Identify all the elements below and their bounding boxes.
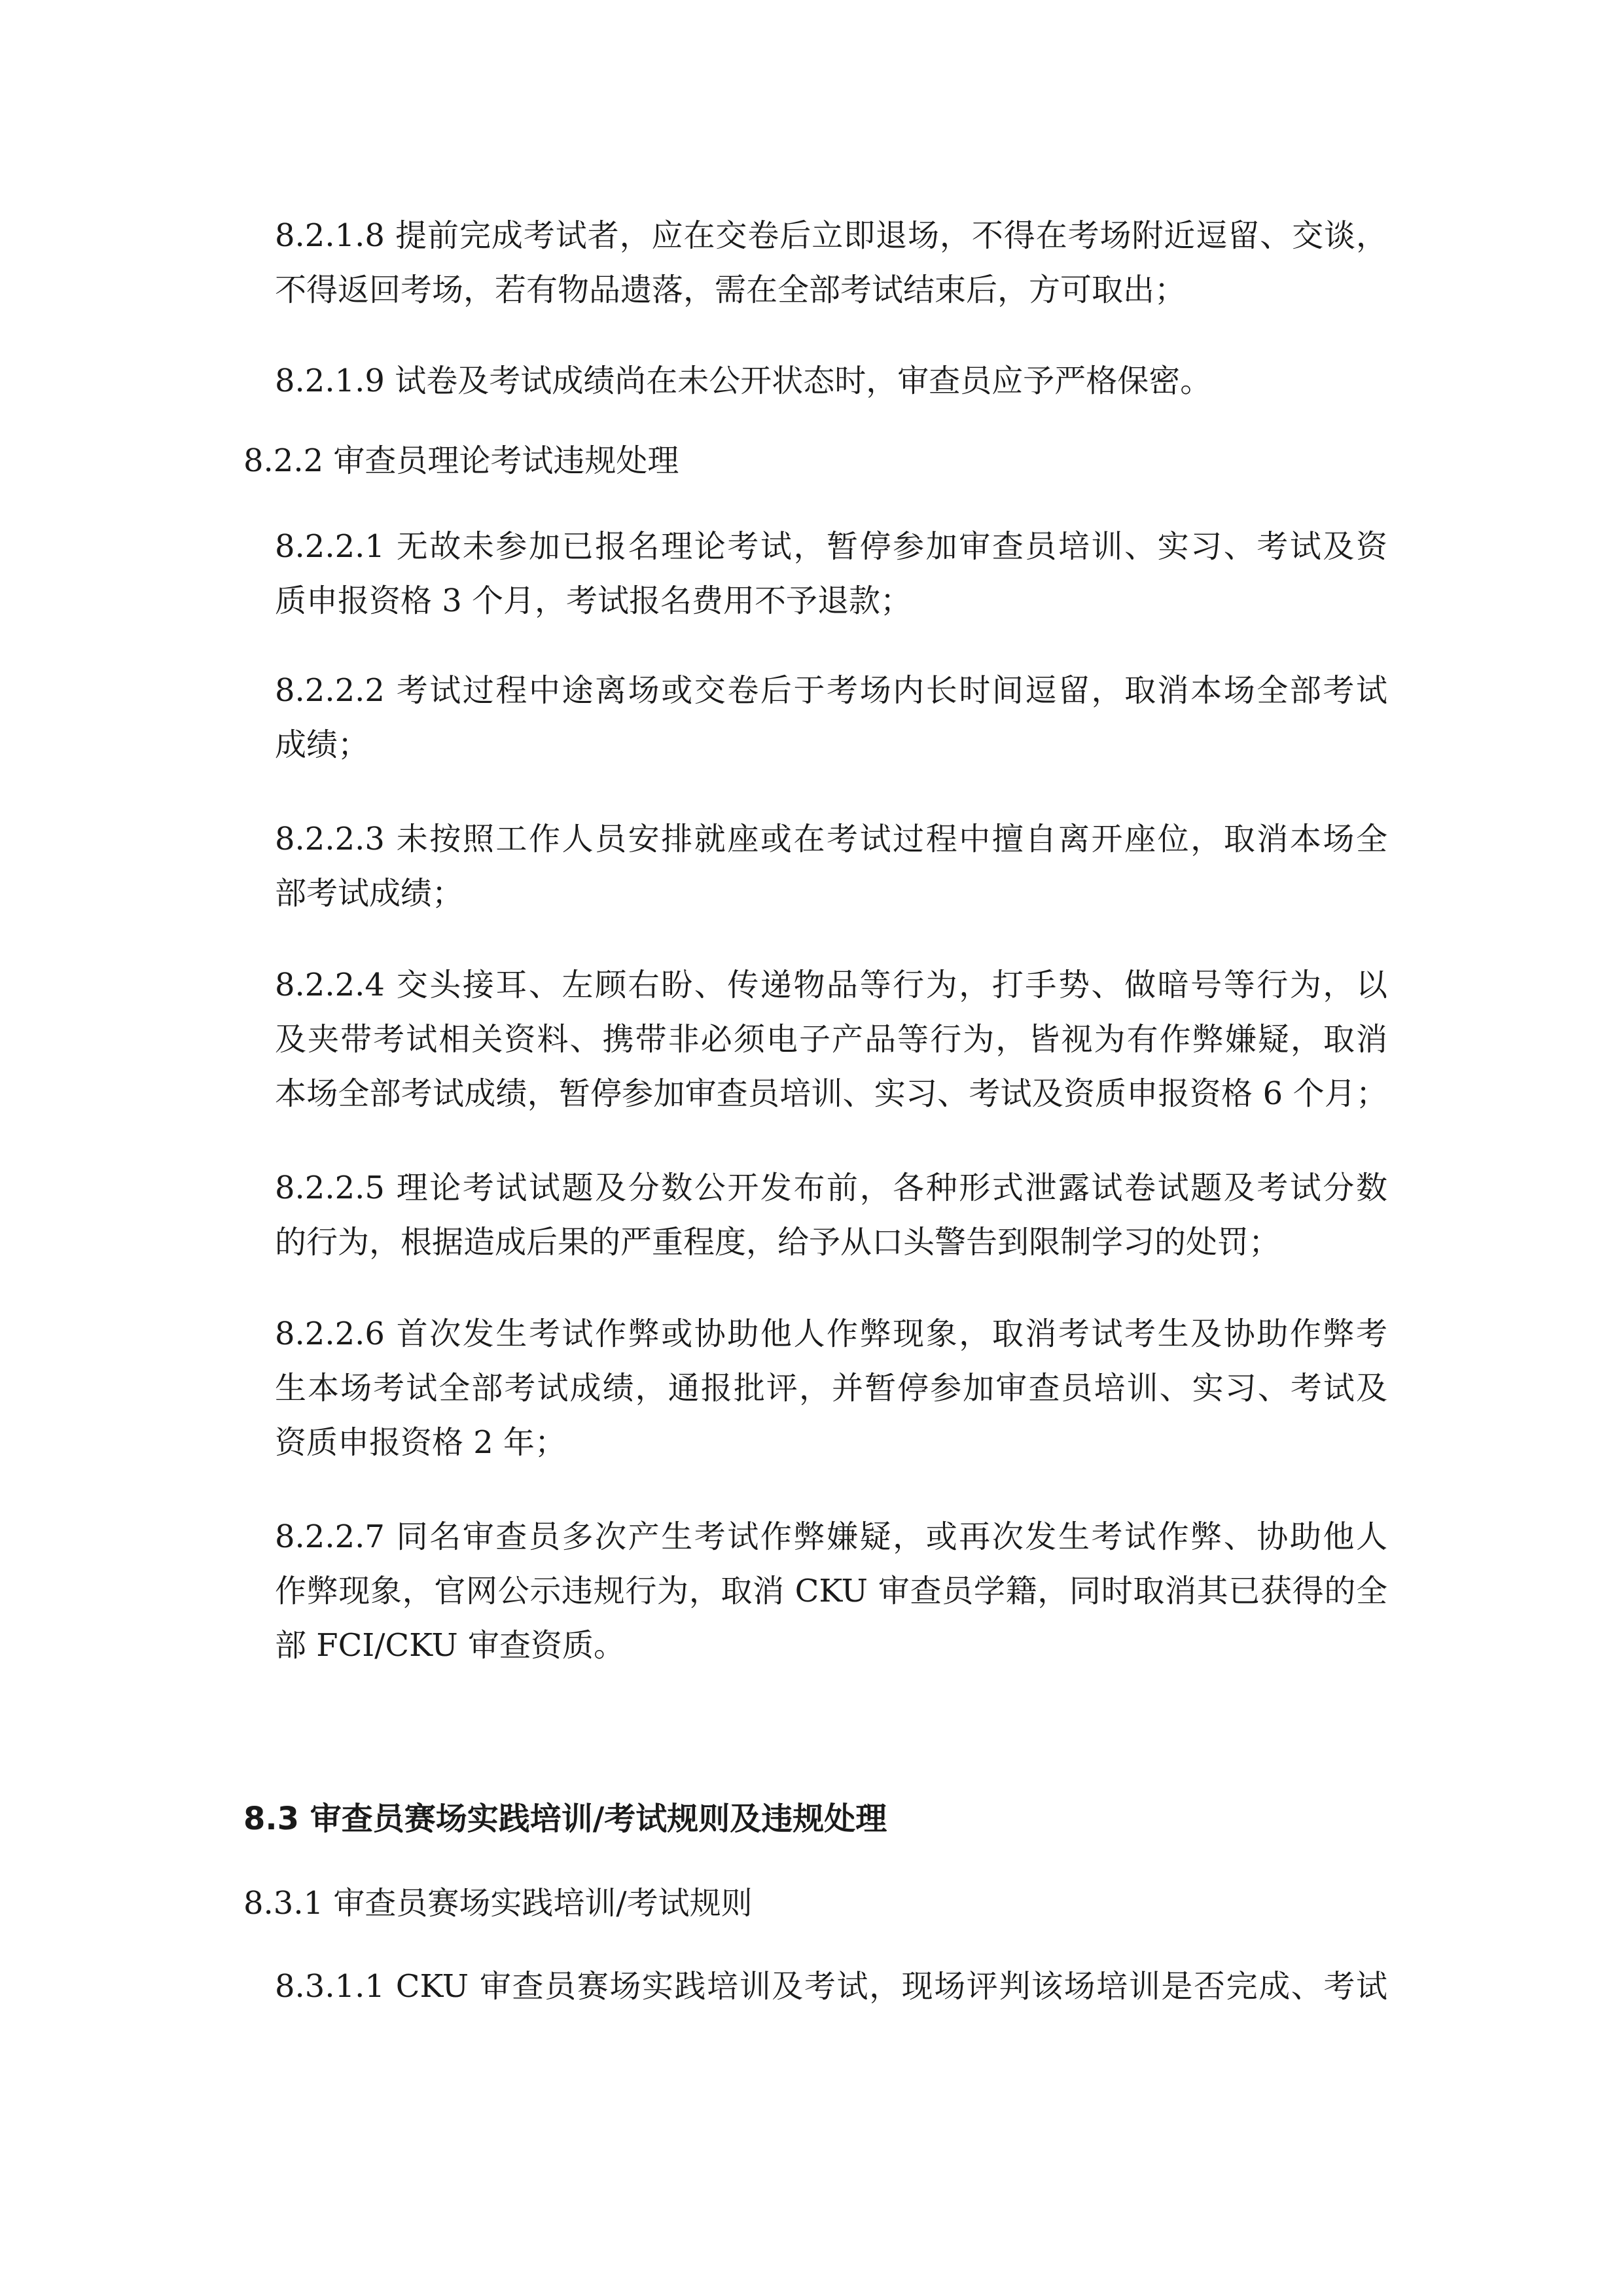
text-line: 8.2.2.1 无故未参加已报名理论考试，暂停参加审查员培训、实习、考试及资 [275,528,1387,565]
text-line: 8.2.2.5 理论考试试题及分数公开发布前，各种形式泄露试卷试题及考试分数 [275,1170,1387,1206]
section-heading-8-3-1: 8.3.1 审查员赛场实践培训/考试规则 [243,1885,753,1922]
section-heading-8-3: 8.3 审查员赛场实践培训/考试规则及违规处理 [243,1801,887,1837]
text-line: 资质申报资格 2 年； [275,1424,567,1461]
text-line: 8.2.2.6 首次发生考试作弊或协助他人作弊现象，取消考试考生及协助作弊考 [275,1316,1387,1352]
text-line: 部 FCI/CKU 审查资质。 [275,1627,626,1664]
text-line: 8.2.1.8 提前完成考试者，应在交卷后立即退场，不得在考场附近逗留、交谈， [275,217,1387,254]
text-line: 作弊现象，官网公示违规行为，取消 CKU 审查员学籍，同时取消其已获得的全 [275,1573,1387,1609]
text-line: 本场全部考试成绩，暂停参加审查员培训、实习、考试及资质申报资格 6 个月； [275,1075,1387,1112]
text-line: 8.2.2.7 同名审查员多次产生考试作弊嫌疑，或再次发生考试作弊、协助他人 [275,1518,1387,1555]
text-line: 8.3.1.1 CKU 审查员赛场实践培训及考试，现场评判该场培训是否完成、考试 [275,1968,1387,2005]
text-line: 质申报资格 3 个月，考试报名费用不予退款； [275,583,912,619]
text-line: 及夹带考试相关资料、携带非必须电子产品等行为，皆视为有作弊嫌疑，取消 [275,1021,1387,1058]
text-line: 8.2.2.2 考试过程中途离场或交卷后于考场内长时间逗留，取消本场全部考试 [275,672,1387,709]
text-line: 生本场考试全部考试成绩，通报批评，并暂停参加审查员培训、实习、考试及 [275,1370,1387,1407]
text-line: 不得返回考场，若有物品遗落，需在全部考试结束后，方可取出； [275,272,1186,308]
text-line: 部考试成绩； [275,875,464,912]
text-line: 8.2.2.4 交头接耳、左顾右盼、传递物品等行为，打手势、做暗号等行为，以 [275,967,1387,1003]
text-line: 8.2.2.3 未按照工作人员安排就座或在考试过程中擅自离开座位，取消本场全 [275,821,1387,857]
section-heading-8-2-2: 8.2.2 审查员理论考试违规处理 [243,442,679,479]
text-line: 成绩； [275,726,370,763]
text-line: 8.2.1.9 试卷及考试成绩尚在未公开状态时，审查员应予严格保密。 [275,363,1212,399]
text-line: 的行为，根据造成后果的严重程度，给予从口头警告到限制学习的处罚； [275,1224,1281,1261]
